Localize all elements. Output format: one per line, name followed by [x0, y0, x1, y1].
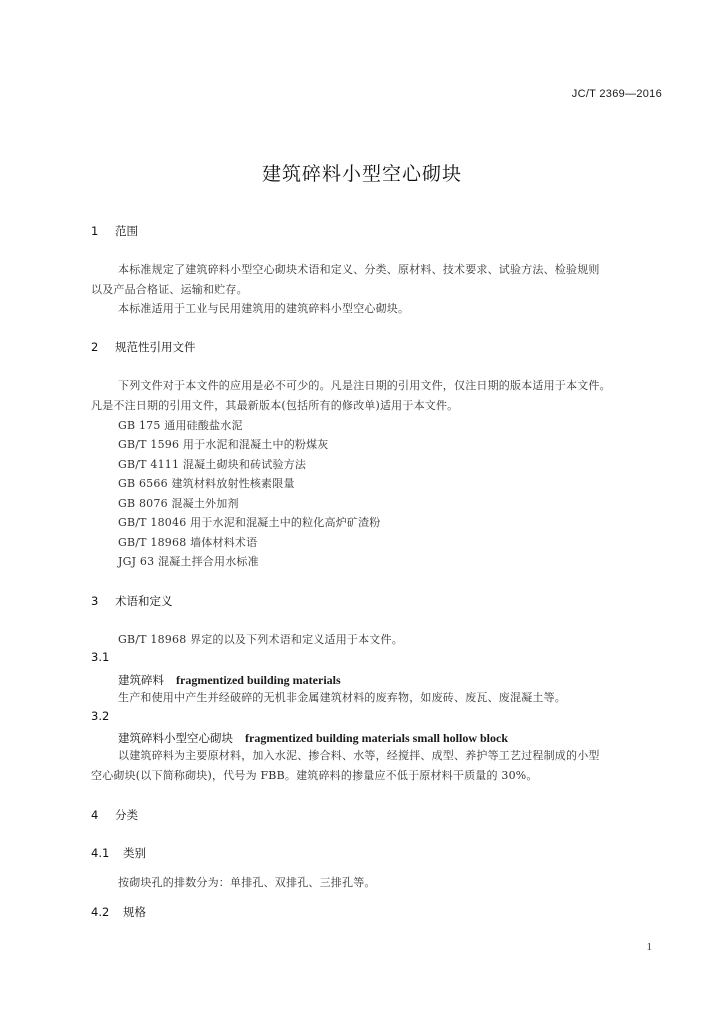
reference-item: GB 175 通用硅酸盐水泥 [118, 419, 243, 432]
section-title: 术语和定义 [115, 594, 173, 608]
term-definition: 以建筑碎料为主要原材料，加入水泥、掺合料、水等，经搅拌、成型、养护等工艺过程制成的小型 [118, 749, 600, 762]
term-entry [118, 727, 508, 746]
subsection-title: 规格 [123, 905, 146, 919]
paragraph-line: 下列文件对于本文件的应用是必不可少的。凡是注日期的引用文件，仅注日期的版本适用于本文件。 [118, 379, 611, 392]
subsection-4-2-heading [91, 904, 146, 920]
term-name-cn: 建筑碎料小型空心砌块 [118, 731, 233, 745]
term-name-en: fragmentized building materials [176, 673, 341, 687]
subsection-4-1-heading [91, 845, 146, 861]
term-definition: 空心砌块(以下简称砌块)，代号为 FBB。建筑碎料的掺量应不低于原材料干质量的 30%。 [91, 769, 538, 782]
section-title: 范围 [115, 224, 138, 238]
section-number: 2 [91, 340, 99, 354]
section-number: 3 [91, 594, 99, 608]
reference-item: GB 6566 建筑材料放射性核素限量 [118, 477, 295, 490]
paragraph-line: GB/T 18968 界定的以及下列术语和定义适用于本文件。 [118, 633, 403, 646]
subsection-title: 类别 [123, 846, 146, 860]
term-name-cn: 建筑碎料 [118, 673, 164, 687]
term-definition: 生产和使用中产生并经破碎的无机非金属建筑材料的废弃物，如废砖、废瓦、废混凝土等。 [118, 691, 566, 704]
reference-item: GB 8076 混凝土外加剂 [118, 497, 239, 510]
section-2-heading [91, 339, 196, 355]
subsection-number: 4.2 [91, 905, 110, 919]
section-number: 1 [91, 224, 99, 238]
section-number: 4 [91, 808, 99, 822]
paragraph-line: 凡是不注日期的引用文件，其最新版本(包括所有的修改单)适用于本文件。 [91, 399, 459, 412]
term-number: 3.1 [91, 650, 110, 664]
reference-item: GB/T 18968 墙体材料术语 [118, 536, 258, 549]
term-entry [118, 669, 341, 688]
reference-item: GB/T 4111 混凝土砌块和砖试验方法 [118, 458, 307, 471]
section-1-heading [91, 223, 138, 239]
standard-code: JC/T 2369—2016 [571, 88, 662, 100]
reference-item: JGJ 63 混凝土拌合用水标准 [118, 555, 259, 568]
section-3-heading [91, 593, 173, 609]
section-title: 分类 [115, 808, 138, 822]
term-name-en: fragmentized building materials small hollow block [245, 731, 509, 745]
reference-item: GB/T 1596 用于水泥和混凝土中的粉煤灰 [118, 438, 329, 451]
section-4-heading [91, 807, 138, 823]
paragraph-line: 本标准规定了建筑碎料小型空心砌块术语和定义、分类、原材料、技术要求、试验方法、检验规则 [118, 263, 600, 276]
term-number: 3.2 [91, 709, 110, 723]
paragraph-line: 按砌块孔的排数分为：单排孔、双排孔、三排孔等。 [118, 876, 376, 889]
paragraph-line: 以及产品合格证、运输和贮存。 [91, 283, 248, 296]
page-number: 1 [646, 941, 652, 953]
reference-item: GB/T 18046 用于水泥和混凝土中的粒化高炉矿渣粉 [118, 516, 381, 529]
paragraph-line: 本标准适用于工业与民用建筑用的建筑碎料小型空心砌块。 [118, 302, 410, 315]
document-title: 建筑碎料小型空心砌块 [261, 163, 462, 185]
subsection-number: 4.1 [91, 846, 110, 860]
section-title: 规范性引用文件 [115, 340, 196, 354]
